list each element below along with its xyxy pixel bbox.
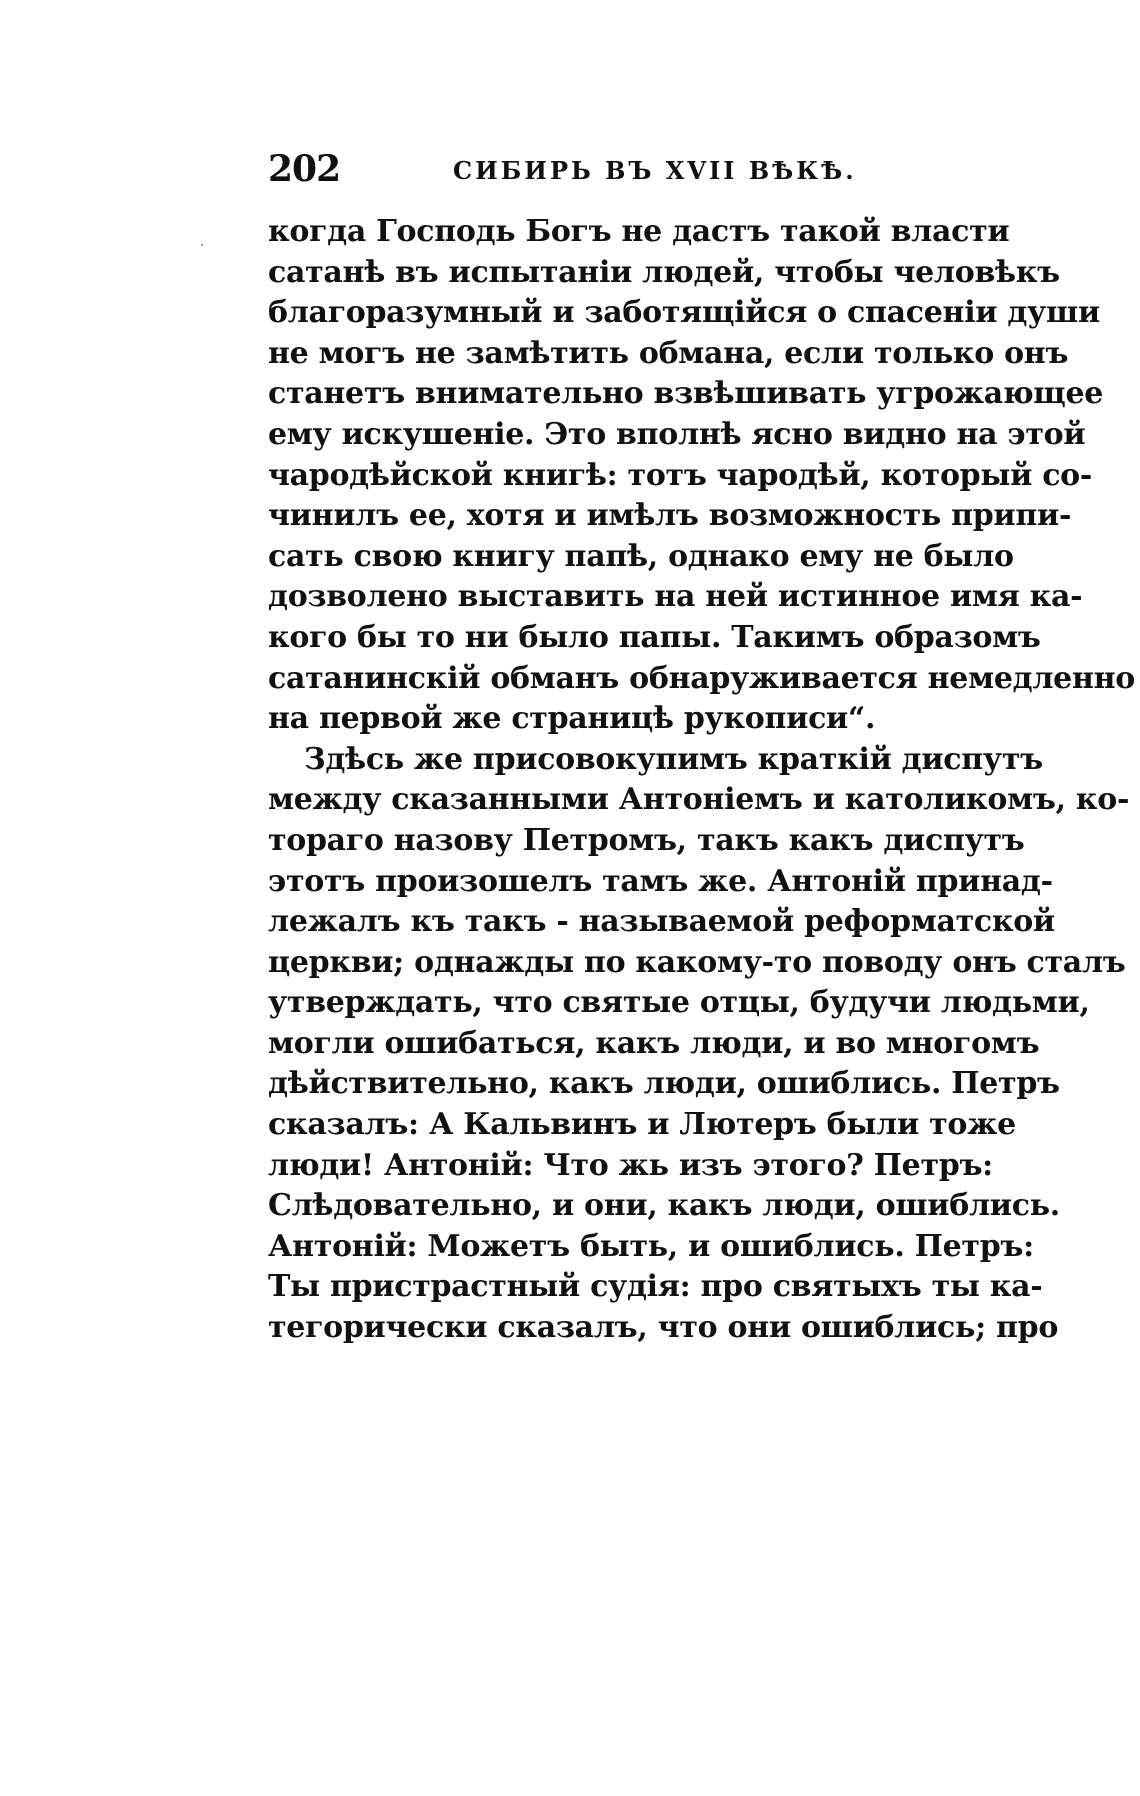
text-line: ему искушеніе. Это вполнѣ ясно видно на этой [268,416,1086,452]
scan-speck [201,244,203,246]
running-title: СИБИРЬ ВЪ XVII ВѢКѢ. [453,156,857,185]
text-line: сать свою книгу папѣ, однако ему не было [268,538,1014,574]
paragraph [268,740,1130,1349]
text-line: Антоній: Можетъ быть, и ошиблись. Петръ: [268,1228,1034,1264]
text-line: чинилъ ее, хотя и имѣлъ возможность припи- [268,498,1072,534]
text-line: на первой же страницѣ рукописи“. [268,701,876,737]
text-line: чародѣйской книгѣ: тотъ чародѣй, который со- [268,457,1093,493]
text-line: сатанинскій обманъ обнаруживается немедленно [268,660,1135,696]
text-line: дозволено выставить на ней истинное имя ка- [268,579,1083,615]
page-header [268,148,983,198]
text-line: тегорически сказалъ, что они ошиблись; про [268,1310,1059,1346]
text-line: сказалъ: А Кальвинъ и Лютеръ были тоже [268,1107,1016,1143]
text-line: когда Господь Богъ не дастъ такой власти [268,214,1010,249]
text-line: этотъ произошелъ тамъ же. Антоній принад- [268,863,1053,899]
text-line: могли ошибаться, какъ люди, и во многомъ [268,1025,1040,1061]
text-line: не могъ не замѣтить обмана, если только онъ [268,335,1069,371]
paragraph [268,212,1135,740]
page-number: 202 [268,148,341,190]
text-line: церкви; однажды по какому-то поводу онъ сталъ [268,944,1126,980]
text-line: Слѣдовательно, и они, какъ люди, ошиблись. [268,1188,1060,1224]
text-line: Здѣсь же присовокупимъ краткій диспутъ [304,741,1043,777]
body-text [268,212,1135,1349]
text-line: станетъ внимательно взвѣшивать угрожающее [268,376,1104,412]
text-line: кого бы то ни было папы. Такимъ образомъ [268,619,1041,655]
text-line: люди! Антоній: Что жь изъ этого? Петръ: [268,1147,993,1183]
text-line: дѣйствительно, какъ люди, ошиблись. Петръ [268,1066,1060,1102]
text-line: между сказанными Антоніемъ и католикомъ, ко- [268,782,1130,818]
text-line: Ты пристрастный судія: про святыхъ ты ка- [268,1269,1043,1305]
text-line: лежалъ къ такъ - называемой реформатской [268,904,1055,940]
text-line: утверждать, что святые отцы, будучи людьми, [268,985,1090,1021]
text-line: сатанѣ въ испытаніи людей, чтобы человѣкъ [268,254,1060,290]
text-line: тораго назову Петромъ, такъ какъ диспутъ [268,822,1025,858]
text-line: благоразумный и заботящійся о спасеніи души [268,295,1100,331]
